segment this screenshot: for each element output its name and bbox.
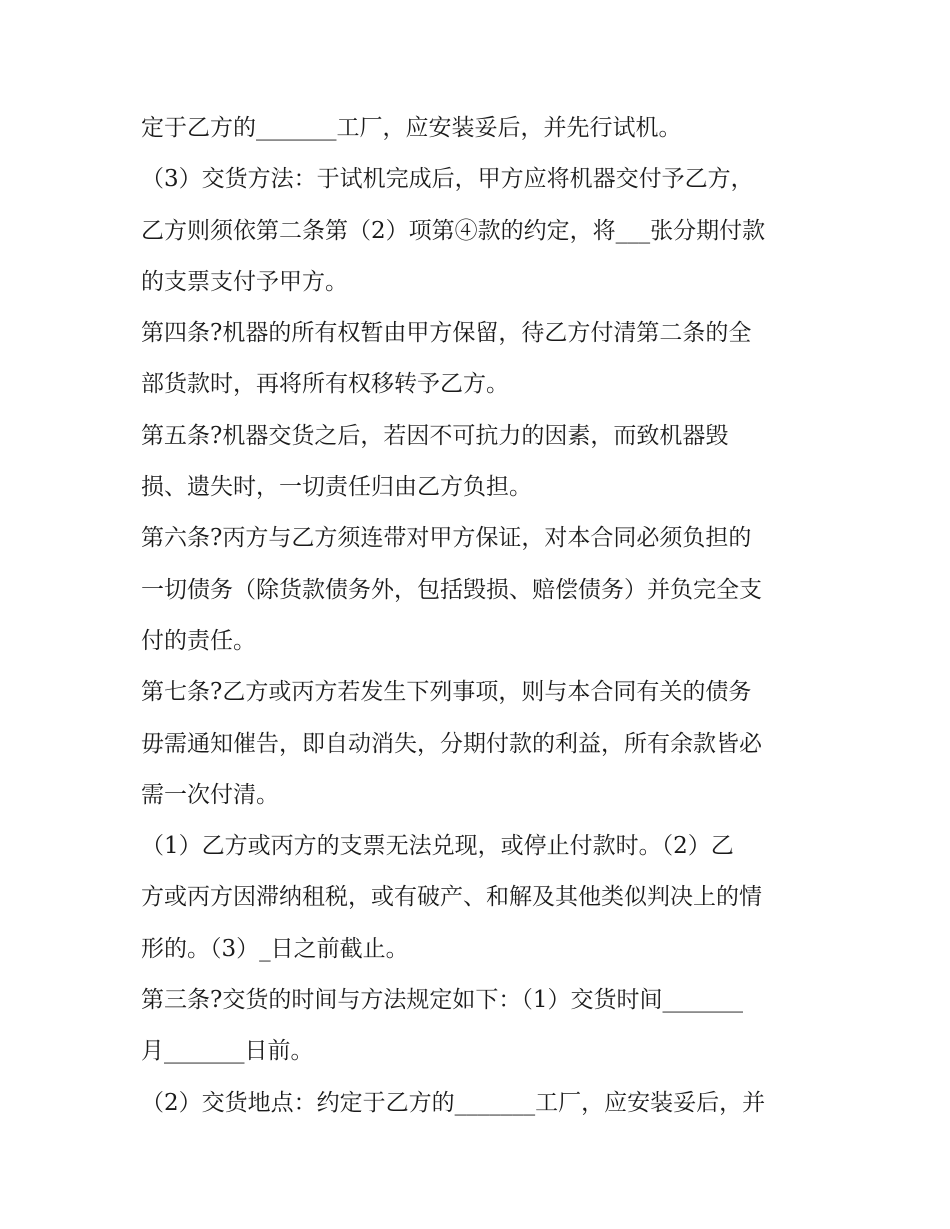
text-line: 第五条?机器交货之后，若因不可抗力的因素，而致机器毁 — [141, 422, 729, 449]
text-line: （2）交货地点：约定于乙方的_______工厂，应安装妥后，并 — [141, 1089, 766, 1116]
text-line: 的支票支付予甲方。 — [141, 268, 348, 295]
text-line: 毋需通知催告，即自动消失，分期付款的利益，所有余款皆必 — [141, 730, 762, 757]
text-line: 第七条?乙方或丙方若发生下列事项，则与本合同有关的债务 — [141, 679, 752, 706]
text-line: 定于乙方的_______工厂，应安装妥后，并先行试机。 — [141, 115, 682, 141]
text-line: 损、遗失时，一切责任归由乙方负担。 — [141, 474, 532, 501]
text-line: 部货款时，再将所有权移转予乙方。 — [141, 371, 509, 398]
text-line: 第三条?交货的时间与方法规定如下：（1）交货时间_______ — [141, 987, 743, 1014]
text-line: 一切债务（除货款债务外，包括毁损、赔偿债务）并负完全支 — [141, 576, 762, 603]
text-line: （3）交货方法：于试机完成后，甲方应将机器交付予乙方， — [141, 166, 754, 193]
text-line: 形的。（3）_日之前截止。 — [141, 935, 409, 962]
text-line: （1）乙方或丙方的支票无法兑现，或停止付款时。（2）乙 — [141, 833, 734, 860]
text-line: 付的责任。 — [141, 627, 256, 654]
text-line: 方或丙方因滞纳租税，或有破产、和解及其他类似判决上的情 — [141, 884, 762, 911]
text-line: 第六条?丙方与乙方须连带对甲方保证，对本合同必须负担的 — [141, 525, 752, 552]
text-line: 月_______日前。 — [141, 1038, 314, 1065]
text-line: 第四条?机器的所有权暂由甲方保留，待乙方付清第二条的全 — [141, 320, 752, 347]
text-line: 需一次付清。 — [141, 781, 279, 808]
text-line: 乙方则须依第二条第（2）项第④款的约定，将___张分期付款 — [141, 217, 766, 244]
contract-text — [141, 103, 821, 1129]
